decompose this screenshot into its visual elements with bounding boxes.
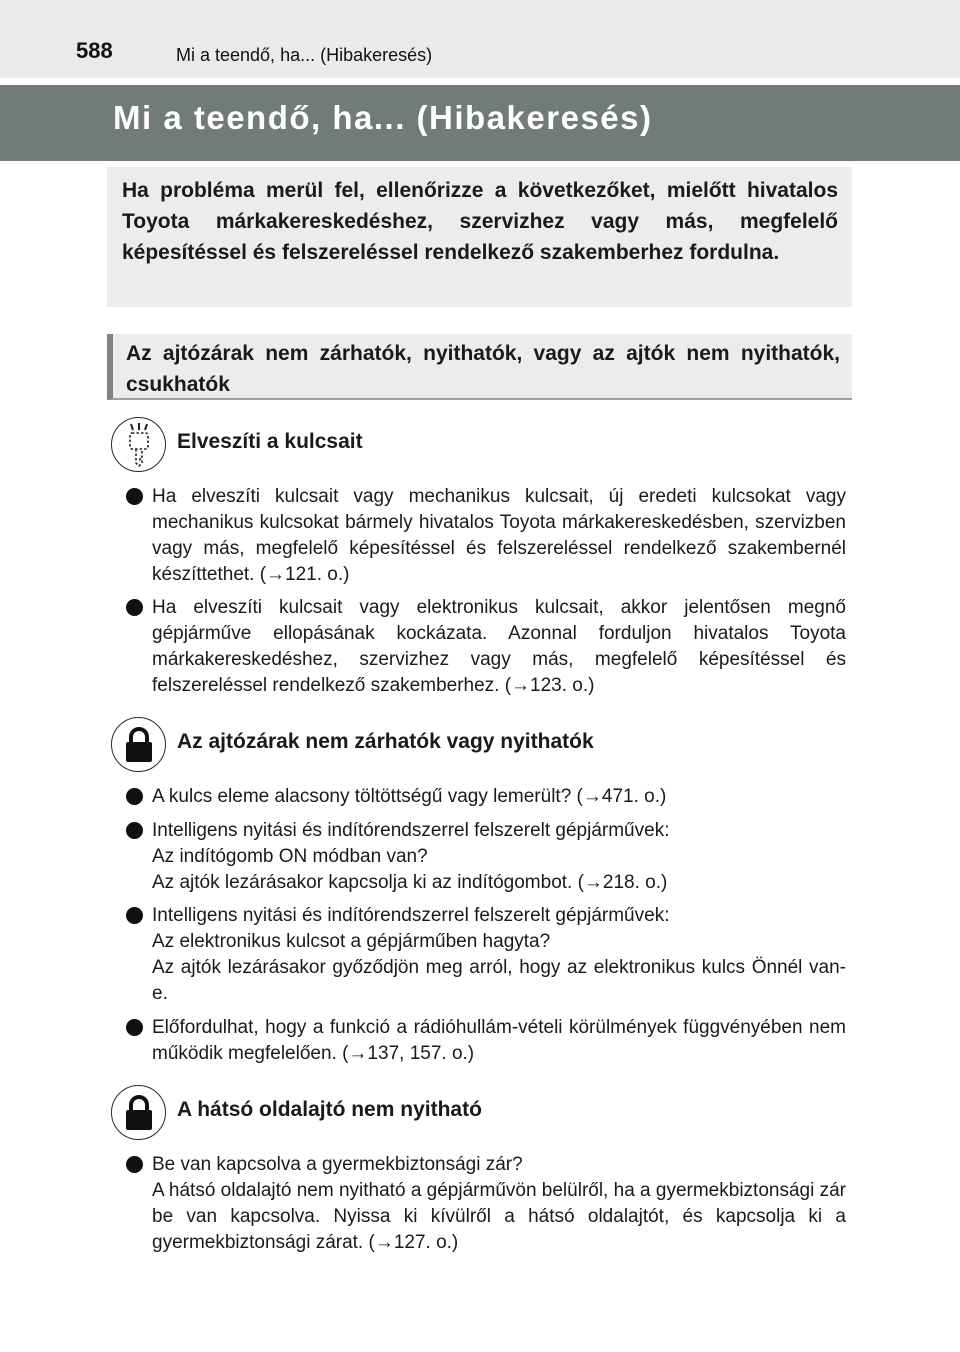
list-item: [126, 1015, 846, 1067]
list-item: [126, 818, 846, 896]
padlock-icon: [111, 717, 166, 772]
list-item-text: Intelligens nyitási és indítórendszerrel felszerelt gépjárművek: Az elektronikus kulcsot a gépjárműben hagyta? Az ajtók lezárásakor győződjön meg arról, hogy az elektronikus kulcs Önnél van-e.: [152, 905, 846, 1004]
list-item-text: Be van kapcsolva a gyermekbiztonsági zár? A hátsó oldalajtó nem nyitható a gépjárművön belülről, ha a gyermekbiztonsági zár be van kapcsolva. Nyissa ki kívülről a hátsó oldalajtót, és kapcsolja ki a gyermekbiztonsági zárat. (→127. o.): [152, 1154, 846, 1253]
list-item-text: A kulcs eleme alacsony töltöttségű vagy lemerült? (→471. o.): [152, 786, 667, 807]
running-header: [0, 0, 960, 78]
padlock-icon: [111, 1085, 166, 1140]
list-item-text: Ha elveszíti kulcsait vagy mechanikus kulcsait, új eredeti kulcsokat vagy mechanikus kulcsokat bármely hivatalos Toyota márkakereskedésben, szervizben vagy más, megfelelő képesítéssel és felszereléssel rendelkező szakembernél készíttethet. (→121. o.): [152, 486, 846, 585]
section-title: Az ajtózárak nem zárhatók, nyithatók, vagy az ajtók nem nyithatók, csukhatók: [126, 342, 840, 396]
list-item-text: Előfordulhat, hogy a funkció a rádióhullám-vételi körülmények függvényében nem működik megfelelően. (→137, 157. o.): [152, 1017, 846, 1064]
chapter-title-banner: [0, 85, 960, 161]
list-item: [126, 484, 846, 588]
bullet-icon: [126, 599, 143, 616]
bullet-icon: [126, 788, 143, 805]
page-number: 588: [76, 38, 113, 63]
subsection-title-rear-door: A hátsó oldalajtó nem nyitható: [177, 1098, 482, 1121]
subsection-title-door-locks: Az ajtózárak nem zárhatók vagy nyithatók: [177, 730, 594, 753]
bullet-icon: [126, 1019, 143, 1036]
running-title: Mi a teendő, ha... (Hibakeresés): [176, 45, 433, 65]
chapter-title: Mi a teendő, ha... (Hibakeresés): [113, 99, 653, 136]
list-item: [126, 1152, 846, 1256]
list-item-text: Ha elveszíti kulcsait vagy elektronikus kulcsait, akkor jelentősen megnő gépjárműve ellopásának kockázata. Azonnal forduljon hivatalos Toyota márkakereskedéshez, szervizhez vagy más, megfelelő képesítéssel és felszereléssel rendelkező szakemberhez. (→123. o.): [152, 597, 846, 696]
bullet-icon: [126, 1156, 143, 1173]
list-item-text: Intelligens nyitási és indítórendszerrel felszerelt gépjárművek: Az indítógomb ON módban van? Az ajtók lezárásakor kapcsolja ki az indítógombot. (→218. o.): [152, 820, 670, 893]
list-item: [126, 784, 846, 810]
list-item: [126, 903, 846, 1007]
section-heading-box: [107, 334, 852, 400]
key-icon: [111, 417, 166, 472]
subsection-title-lost-keys: Elveszíti a kulcsait: [177, 430, 363, 453]
intro-box: [107, 167, 852, 307]
intro-text: Ha probléma merül fel, ellenőrizze a következőket, mielőtt hivatalos Toyota márkakereskedéshez, szervizhez vagy más, megfelelő képesítéssel és felszereléssel rendelkező szakemberhez fordulna.: [122, 179, 838, 264]
bullet-icon: [126, 488, 143, 505]
bullet-icon: [126, 907, 143, 924]
list-item: [126, 595, 846, 699]
bullet-icon: [126, 822, 143, 839]
